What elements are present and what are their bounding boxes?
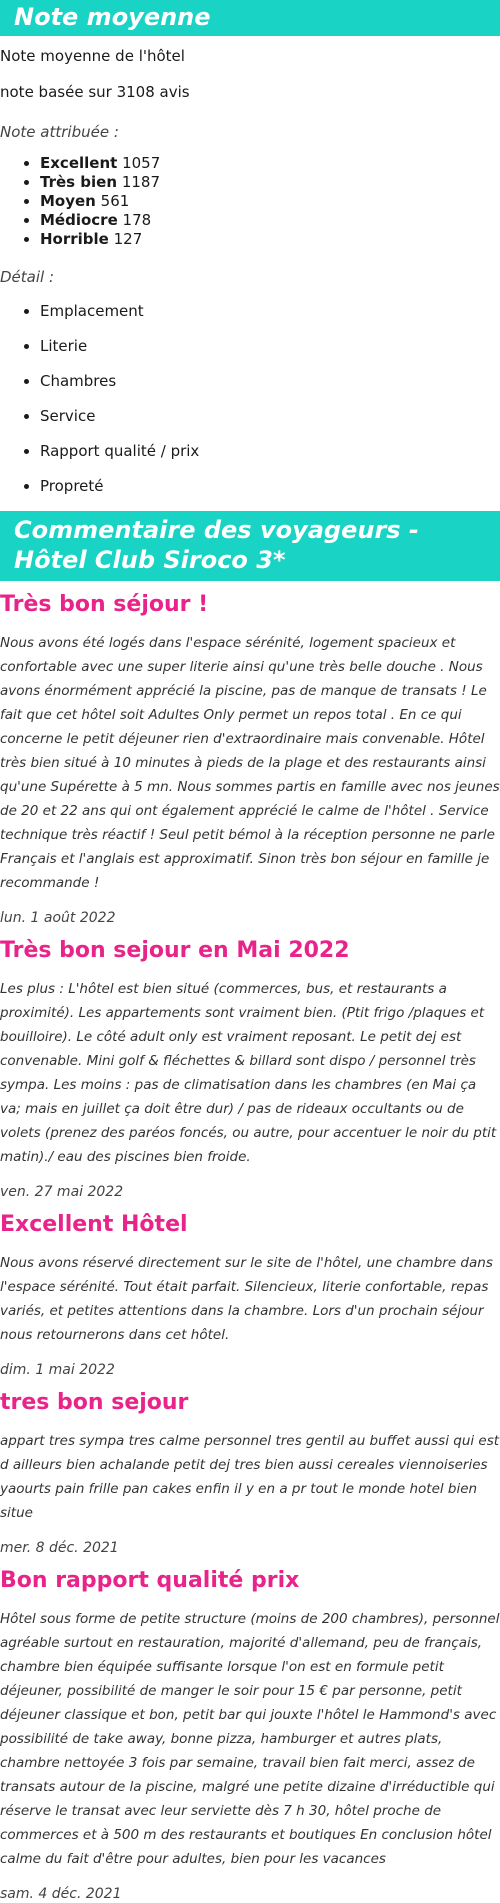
rating-level: Horrible bbox=[40, 230, 109, 248]
rating-summary-title: Note moyenne bbox=[14, 3, 211, 31]
rating-count: 561 bbox=[100, 192, 130, 210]
detail-item-proprete: • Propreté bbox=[40, 477, 500, 496]
rating-breakdown-list bbox=[0, 154, 500, 249]
review-date: dim. 1 mai 2022 bbox=[0, 1362, 115, 1378]
rating-level: Excellent bbox=[40, 154, 118, 172]
rating-item-horrible bbox=[40, 230, 500, 249]
review-title: tres bon sejour bbox=[0, 1390, 189, 1415]
rating-item-moyen bbox=[40, 192, 500, 211]
rating-item-excellent bbox=[40, 154, 500, 173]
review-title: Bon rapport qualité prix bbox=[0, 1568, 300, 1593]
rating-level: Moyen bbox=[40, 192, 96, 210]
review-body: Nous avons réservé directement sur le site de l'hôtel, une chambre dans l'espace sérénité. Tout était parfait. Silencieux, literie confortable, repas variés, et petites attentions dans la chambre. Lors d'un prochain séjour nous retournerons dans cet hôtel. bbox=[0, 1255, 493, 1343]
review-item bbox=[0, 1565, 500, 1903]
review-body: Les plus : L'hôtel est bien situé (commerces, bus, et restaurants a proximité). Les appartements sont vraiment bien. (Ptit frigo /plaques et bouilloire). Le côté adult only est vraiment reposant. Le petit dej est convenable. Mini golf & fléchettes & billard sont dispo / personnel très sympa. Les moins : pas de climatisation dans les chambres (en Mai ça va; mais en juillet ça doit être dur) / pas de rideaux occultants ou de volets (prenez des paréos foncés, ou autre, pour accentuer le noir du ptit matin)./ eau des piscines bien froide. bbox=[0, 981, 497, 1165]
review-date: lun. 1 août 2022 bbox=[0, 910, 116, 926]
rating-item-tres-bien bbox=[40, 173, 500, 192]
review-item bbox=[0, 935, 500, 1201]
rating-count: 1057 bbox=[122, 154, 161, 172]
rating-count: 178 bbox=[122, 211, 152, 229]
review-title: Très bon sejour en Mai 2022 bbox=[0, 938, 350, 963]
traveler-comments-title: Commentaire des voyageurs - Hôtel Club Siroco 3* bbox=[14, 516, 419, 574]
review-item bbox=[0, 589, 500, 927]
review-date: mer. 8 déc. 2021 bbox=[0, 1540, 119, 1556]
reviews-count: note basée sur 3108 avis bbox=[0, 83, 190, 101]
review-body: Hôtel sous forme de petite structure (moins de 200 chambres), personnel agréable surtout en restauration, majorité d'allemand, peu de français, chambre bien équipée suffisante lorsque l'on est en formule petit déjeuner, possibilité de manger le soir pour 15 € par personne, petit déjeuner classique et bon, petit bar qui jouxte l'hôtel le Hammond's avec possibilité de take away, bonne pizza, hamburger et autres plats, chambre nettoyée 3 fois par semaine, travail bien fait merci, assez de transats autour de la piscine, malgré une petite dizaine d'irréductible qui réserve le transat avec leur serviette dès 7 h 30, hôtel proche de commerces et à 500 m des restaurants et boutiques En conclusion hôtel calme du fait d'être pour adultes, bien pour les vacances bbox=[0, 1611, 500, 1867]
rating-level: Très bien bbox=[40, 173, 118, 191]
detail-list bbox=[0, 302, 500, 496]
review-item bbox=[0, 1387, 500, 1557]
detail-item-emplacement: • Emplacement bbox=[40, 302, 500, 321]
detail-item-literie: • Literie bbox=[40, 337, 500, 356]
detail-item-service: • Service bbox=[40, 407, 500, 426]
rating-count: 127 bbox=[113, 230, 143, 248]
review-date: sam. 4 déc. 2021 bbox=[0, 1886, 122, 1902]
rating-item-mediocre bbox=[40, 211, 500, 230]
detail-label: Détail : bbox=[0, 268, 55, 286]
review-title: Très bon séjour ! bbox=[0, 592, 209, 617]
review-date: ven. 27 mai 2022 bbox=[0, 1184, 124, 1200]
rating-summary-banner bbox=[0, 0, 500, 36]
traveler-comments-banner bbox=[0, 511, 500, 581]
detail-item-rapport-qualite-prix: • Rapport qualité / prix bbox=[40, 442, 500, 461]
rating-level: Médiocre bbox=[40, 211, 118, 229]
review-body: appart tres sympa tres calme personnel tres gentil au buffet aussi qui est d ailleurs bien achalande petit dej tres bien aussi cereales viennoiseries yaourts pain frille pan cakes enfin il y en a pr tout le monde hotel bien situe bbox=[0, 1433, 500, 1521]
average-rating-label: Note moyenne de l'hôtel bbox=[0, 47, 185, 65]
review-title: Excellent Hôtel bbox=[0, 1212, 188, 1237]
rating-count: 1187 bbox=[121, 173, 161, 191]
detail-item-chambres: • Chambres bbox=[40, 372, 500, 391]
review-body: Nous avons été logés dans l'espace sérénité, logement spacieux et confortable avec une super literie ainsi qu'une très belle douche . Nous avons énormément apprécié la piscine, pas de manque de transats ! Le fait que cet hôtel soit Adultes Only permet un repos total . En ce qui concerne le petit déjeuner rien d'extraordinaire mais convenable. Hôtel très bien situé à 10 minutes à pieds de la plage et des restaurants ainsi qu'une Supérette à 5 mn. Nous sommes partis en famille avec nos jeunes de 20 et 22 ans qui ont également apprécié le calme de l'hôtel . Service technique très réactif ! Seul petit bémol à la réception personne ne parle Français et l'anglais est approximatif. Sinon très bon séjour en famille je recommande ! bbox=[0, 635, 500, 891]
review-item bbox=[0, 1209, 500, 1379]
rating-breakdown-label: Note attribuée : bbox=[0, 123, 119, 141]
